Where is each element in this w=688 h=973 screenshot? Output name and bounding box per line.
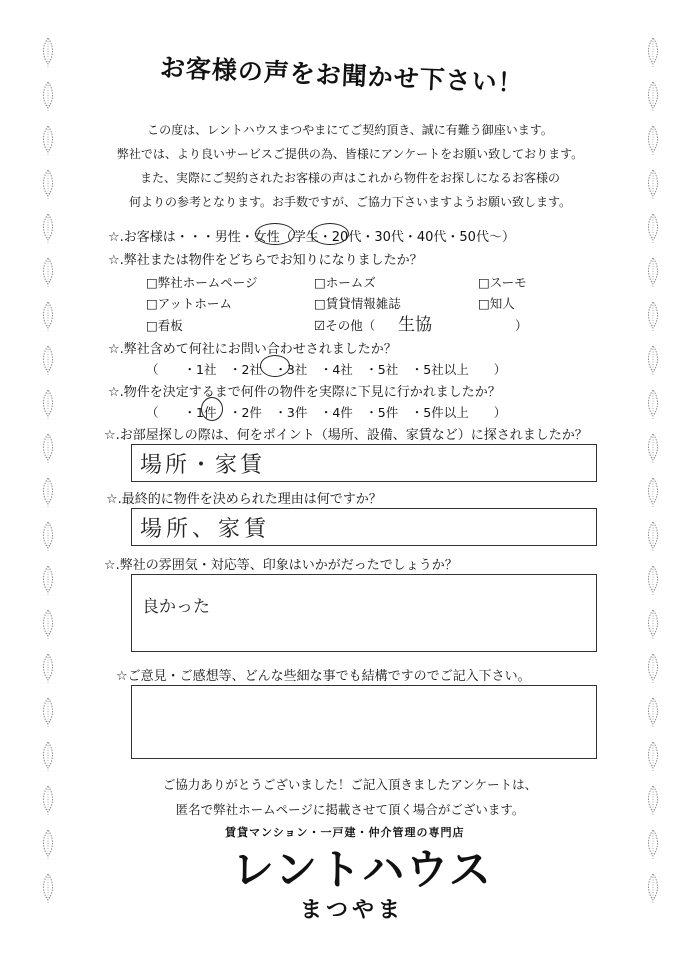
handwritten-other-answer: 生協 <box>398 315 432 335</box>
option-homes[interactable]: □ホームズ <box>314 275 376 290</box>
leaf-ornament-icon <box>44 742 53 772</box>
left-decorative-border <box>38 30 58 920</box>
survey-title <box>159 48 570 98</box>
leaf-ornament-icon <box>649 522 658 552</box>
answer-circle-2-companies <box>260 355 290 377</box>
leaf-ornament-icon <box>649 170 658 200</box>
option-other-close-paren: ） <box>515 318 528 333</box>
leaf-ornament-icon <box>649 258 658 288</box>
leaf-ornament-icon <box>649 214 658 244</box>
question-comments: ☆ご意見・ご感想等、どんな些細な事でも結構ですのでご記入下さい。 <box>116 669 531 684</box>
leaf-ornament-icon <box>44 170 53 200</box>
brand-logo-mark <box>232 844 502 890</box>
question-how-found: ☆.弊社または物件をどちらでお知りになりましたか？ <box>108 253 423 268</box>
leaf-ornament-icon <box>44 830 53 860</box>
leaf-ornament-icon <box>649 874 658 904</box>
leaf-ornament-icon <box>44 214 53 244</box>
handwritten-search-points-answer: 場所・家賃 <box>140 453 266 478</box>
leaf-ornament-icon <box>649 654 658 684</box>
option-company-homepage[interactable]: □弊社ホームページ <box>146 275 258 290</box>
question-impression: ☆.弊社の雰囲気・対応等、印象はいかがだったでしょうか？ <box>104 558 458 573</box>
leaf-ornament-icon <box>44 610 53 640</box>
intro-line: この度は、レントハウスまつやまにてご契約頂き、誠に有難う御座います。 <box>147 123 553 137</box>
handwritten-deciding-reason-answer: 場所、家賃 <box>140 517 271 542</box>
leaf-ornament-icon <box>44 38 53 68</box>
leaf-ornament-icon <box>44 258 53 288</box>
leaf-ornament-icon <box>44 434 53 464</box>
leaf-ornament-icon <box>649 434 658 464</box>
leaf-ornament-icon <box>44 698 53 728</box>
footer-line: 匿名で弊社ホームページに掲載させて頂く場合がございます。 <box>175 802 525 817</box>
leaf-ornament-icon <box>649 698 658 728</box>
question-customer-type: ☆.お客様は・・・男性・女性（学生・20代・30代・40代・50代～） <box>108 230 515 245</box>
leaf-ornament-icon <box>44 82 53 112</box>
leaf-ornament-icon <box>649 610 658 640</box>
leaf-ornament-icon <box>649 38 658 68</box>
intro-line: 弊社では、より良いサービスご提供の為、皆様にアンケートをお願い致しております。 <box>116 147 584 161</box>
answer-circle-female <box>255 223 295 245</box>
brand-logo-text: レントハウス <box>232 845 493 890</box>
leaf-ornament-icon <box>44 126 53 156</box>
footer-line: ご協力ありがとうございました！ご記入頂きましたアンケートは、 <box>162 777 538 792</box>
option-athome[interactable]: □アットホーム <box>146 296 232 311</box>
answer-circle-student <box>311 223 349 245</box>
question-search-points: ☆.お部屋探しの際は、何をポイント（場所、設備、家賃など）に探されましたか？ <box>104 428 588 443</box>
right-decorative-border <box>643 30 663 920</box>
intro-paragraph <box>100 118 600 214</box>
option-rental-magazine[interactable]: □賃貸情報雑誌 <box>314 296 401 311</box>
leaf-ornament-icon <box>649 390 658 420</box>
option-suumo[interactable]: □スーモ <box>478 275 527 290</box>
option-acquaintance[interactable]: □知人 <box>478 296 515 311</box>
question-companies-contacted: ☆.弊社含めて何社にお問い合わせされましたか？ <box>108 342 397 357</box>
leaf-ornament-icon <box>649 126 658 156</box>
intro-line: また、実際にご契約されたお客様の声はこれから物件をお探しになるお客様の <box>139 171 560 185</box>
leaf-ornament-icon <box>649 742 658 772</box>
leaf-ornament-icon <box>649 786 658 816</box>
leaf-ornament-icon <box>44 390 53 420</box>
option-other[interactable]: ☑その他（ <box>314 318 376 333</box>
leaf-ornament-icon <box>44 522 53 552</box>
leaf-ornament-icon <box>44 786 53 816</box>
footer-note <box>100 772 600 822</box>
option-signboard[interactable]: □看板 <box>146 318 183 333</box>
answer-box-comments[interactable] <box>131 685 597 759</box>
leaf-ornament-icon <box>649 478 658 508</box>
leaf-ornament-icon <box>649 82 658 112</box>
brand-logo <box>232 844 502 890</box>
brand-tagline: 賃貸マンション・一戸建・仲介管理の専門店 <box>225 826 465 839</box>
answer-circle-1-property <box>201 397 223 421</box>
leaf-ornament-icon <box>649 302 658 332</box>
leaf-ornament-icon <box>44 302 53 332</box>
handwritten-impression-answer: 良かった <box>142 597 210 617</box>
leaf-ornament-icon <box>649 830 658 860</box>
question-properties-viewed: ☆.物件を決定するまで何件の物件を実際に下見に行かれましたか？ <box>108 385 501 400</box>
properties-count-scale[interactable]: （ ・1件 ・2件 ・3件 ・4件 ・5件 ・5件以上 ） <box>146 405 507 420</box>
companies-count-scale[interactable]: （ ・1社 ・2社 ・3社 ・4社 ・5社 ・5社以上 ） <box>146 362 507 377</box>
leaf-ornament-icon <box>44 478 53 508</box>
leaf-ornament-icon <box>44 566 53 596</box>
leaf-ornament-icon <box>44 874 53 904</box>
leaf-ornament-icon <box>44 346 53 376</box>
question-deciding-reason: ☆.最終的に物件を決められた理由は何ですか？ <box>106 492 382 507</box>
leaf-ornament-icon <box>44 654 53 684</box>
brand-logo-subtext: まつやま <box>300 898 405 923</box>
leaf-ornament-icon <box>649 346 658 376</box>
intro-line: 何よりの参考となります。お手数ですが、ご協力下さいますようお願い致します。 <box>128 195 572 209</box>
leaf-ornament-icon <box>649 566 658 596</box>
survey-title-text: お客様の声をお聞かせ下さい！ <box>159 53 525 98</box>
